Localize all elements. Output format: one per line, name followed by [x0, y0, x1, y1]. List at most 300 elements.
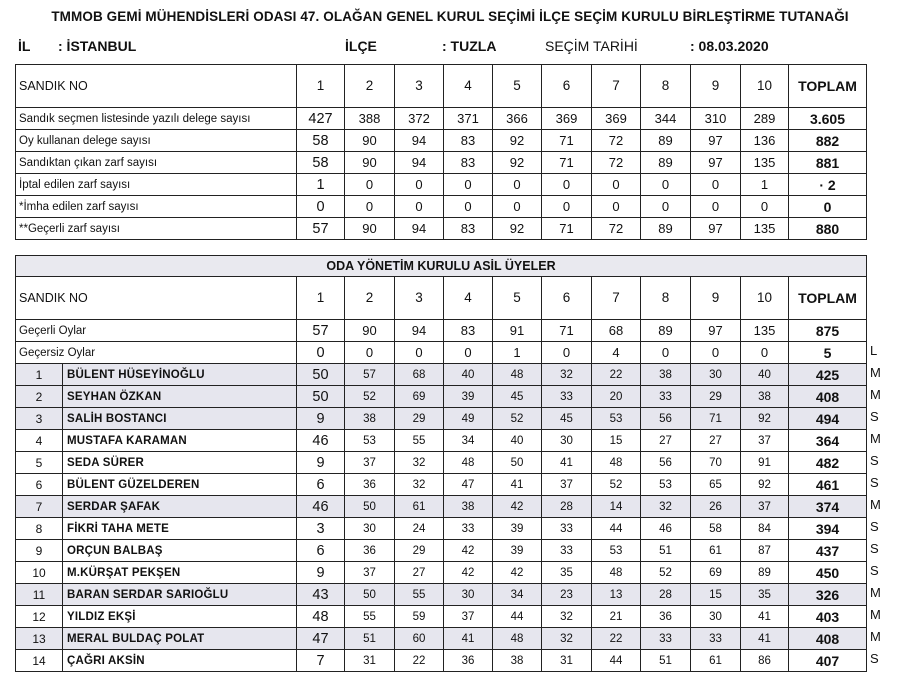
- header-box-number: 3: [395, 65, 444, 108]
- status-mark: M: [870, 607, 881, 622]
- candidate-name: BARAN SERDAR SARIOĞLU: [63, 584, 297, 606]
- row-total: 0: [789, 196, 867, 218]
- candidate-vote: 33: [542, 518, 592, 540]
- status-mark: S: [870, 563, 879, 578]
- candidate-vote: 32: [542, 628, 592, 650]
- row-value: 0: [691, 342, 741, 364]
- header-box-number: 7: [592, 277, 641, 320]
- header-box-number: 9: [691, 65, 741, 108]
- candidate-number: 4: [16, 430, 63, 452]
- row-value: 0: [493, 196, 542, 218]
- candidate-number: 10: [16, 562, 63, 584]
- row-value: 89: [641, 218, 691, 240]
- row-value: 90: [345, 152, 395, 174]
- row-value: 91: [493, 320, 542, 342]
- row-value: 1: [741, 174, 789, 196]
- candidate-vote: 33: [691, 628, 741, 650]
- table-row: [16, 130, 867, 152]
- candidate-vote: 52: [641, 562, 691, 584]
- candidate-vote: 68: [395, 364, 444, 386]
- candidate-vote: 32: [395, 474, 444, 496]
- header-total: TOPLAM: [789, 277, 867, 320]
- candidate-row: [16, 650, 867, 672]
- row-value: 0: [741, 342, 789, 364]
- candidate-vote: 32: [641, 496, 691, 518]
- candidate-vote: 45: [493, 386, 542, 408]
- status-mark: M: [870, 387, 881, 402]
- candidate-vote: 39: [444, 386, 493, 408]
- candidate-vote: 36: [345, 474, 395, 496]
- candidate-vote: 28: [542, 496, 592, 518]
- header-box-number: 8: [641, 277, 691, 320]
- candidate-name: YILDIZ EKŞİ: [63, 606, 297, 628]
- row-value: 0: [641, 196, 691, 218]
- candidate-vote: 53: [345, 430, 395, 452]
- row-value: 92: [493, 218, 542, 240]
- candidate-vote: 44: [493, 606, 542, 628]
- row-value: 58: [297, 152, 345, 174]
- status-mark: M: [870, 497, 881, 512]
- row-value: 68: [592, 320, 641, 342]
- candidate-vote: 41: [493, 474, 542, 496]
- candidate-vote: 38: [493, 650, 542, 672]
- candidate-vote: 48: [592, 562, 641, 584]
- candidate-vote: 51: [641, 650, 691, 672]
- row-value: 0: [444, 174, 493, 196]
- candidate-row: [16, 518, 867, 540]
- candidate-vote: 37: [542, 474, 592, 496]
- candidate-vote: 42: [493, 562, 542, 584]
- candidate-vote: 57: [345, 364, 395, 386]
- table-row: [16, 152, 867, 174]
- candidate-vote: 42: [444, 562, 493, 584]
- candidate-vote: 20: [592, 386, 641, 408]
- candidate-vote: 50: [493, 452, 542, 474]
- candidate-vote: 37: [345, 452, 395, 474]
- candidate-vote: 29: [395, 540, 444, 562]
- candidate-name: ÇAĞRI AKSİN: [63, 650, 297, 672]
- candidate-vote: 27: [395, 562, 444, 584]
- candidate-number: 6: [16, 474, 63, 496]
- header-label: SANDIK NO: [16, 277, 297, 320]
- ballot-box-summary-table: [15, 64, 867, 240]
- candidate-vote: 9: [297, 562, 345, 584]
- row-value: 0: [592, 196, 641, 218]
- candidate-vote: 52: [592, 474, 641, 496]
- row-value: 72: [592, 130, 641, 152]
- candidate-vote: 41: [444, 628, 493, 650]
- row-label: İptal edilen zarf sayısı: [16, 174, 297, 196]
- row-value: 89: [641, 130, 691, 152]
- candidate-vote: 31: [542, 650, 592, 672]
- candidate-vote: 35: [741, 584, 789, 606]
- candidate-vote: 46: [297, 496, 345, 518]
- row-value: 0: [691, 196, 741, 218]
- candidate-row: [16, 474, 867, 496]
- row-value: 89: [641, 320, 691, 342]
- candidate-vote: 22: [592, 628, 641, 650]
- status-mark: S: [870, 519, 879, 534]
- row-value: 0: [395, 342, 444, 364]
- candidate-total: 374: [789, 496, 867, 518]
- row-value: 369: [542, 108, 592, 130]
- candidate-vote: 36: [444, 650, 493, 672]
- row-value: 71: [542, 152, 592, 174]
- candidate-vote: 52: [493, 408, 542, 430]
- candidate-number: 2: [16, 386, 63, 408]
- row-label: *İmha edilen zarf sayısı: [16, 196, 297, 218]
- candidate-vote: 26: [691, 496, 741, 518]
- header-box-number: 6: [542, 277, 592, 320]
- row-value: 0: [641, 342, 691, 364]
- candidate-number: 3: [16, 408, 63, 430]
- row-value: 0: [395, 196, 444, 218]
- row-value: 369: [592, 108, 641, 130]
- candidate-name: MERAL BULDAÇ POLAT: [63, 628, 297, 650]
- candidate-vote: 37: [741, 496, 789, 518]
- status-mark: M: [870, 365, 881, 380]
- candidate-vote: 7: [297, 650, 345, 672]
- candidate-number: 1: [16, 364, 63, 386]
- candidate-row: [16, 584, 867, 606]
- candidate-vote: 3: [297, 518, 345, 540]
- row-value: 57: [297, 320, 345, 342]
- row-value: 0: [542, 342, 592, 364]
- candidate-vote: 39: [493, 540, 542, 562]
- candidate-vote: 84: [741, 518, 789, 540]
- row-value: 0: [297, 342, 345, 364]
- row-value: 310: [691, 108, 741, 130]
- row-value: 71: [542, 218, 592, 240]
- candidate-vote: 41: [542, 452, 592, 474]
- row-total: 875: [789, 320, 867, 342]
- row-value: 83: [444, 218, 493, 240]
- row-value: 83: [444, 152, 493, 174]
- status-mark: M: [870, 431, 881, 446]
- candidate-total: 326: [789, 584, 867, 606]
- candidate-vote: 30: [542, 430, 592, 452]
- ilce-value: : TUZLA: [442, 38, 497, 54]
- row-value: 71: [542, 130, 592, 152]
- candidate-vote: 38: [345, 408, 395, 430]
- candidate-vote: 61: [691, 540, 741, 562]
- candidate-name: BÜLENT HÜSEYİNOĞLU: [63, 364, 297, 386]
- candidate-total: 408: [789, 628, 867, 650]
- candidate-row: [16, 628, 867, 650]
- status-mark: M: [870, 585, 881, 600]
- row-value: 371: [444, 108, 493, 130]
- row-total: 881: [789, 152, 867, 174]
- row-label: Geçersiz Oylar: [16, 342, 297, 364]
- row-value: 0: [592, 174, 641, 196]
- candidate-total: 450: [789, 562, 867, 584]
- candidate-total: 408: [789, 386, 867, 408]
- candidate-name: SEDA SÜRER: [63, 452, 297, 474]
- candidate-vote: 23: [542, 584, 592, 606]
- row-value: 4: [592, 342, 641, 364]
- candidate-vote: 92: [741, 474, 789, 496]
- row-value: 0: [345, 196, 395, 218]
- candidate-vote: 87: [741, 540, 789, 562]
- candidate-vote: 58: [691, 518, 741, 540]
- candidate-name: BÜLENT GÜZELDEREN: [63, 474, 297, 496]
- candidate-number: 5: [16, 452, 63, 474]
- candidate-vote: 24: [395, 518, 444, 540]
- candidate-vote: 46: [641, 518, 691, 540]
- candidate-vote: 36: [345, 540, 395, 562]
- candidate-vote: 14: [592, 496, 641, 518]
- candidate-vote: 9: [297, 452, 345, 474]
- candidate-vote: 40: [493, 430, 542, 452]
- candidate-vote: 41: [741, 606, 789, 628]
- row-value: 1: [297, 174, 345, 196]
- row-label: Geçerli Oylar: [16, 320, 297, 342]
- candidate-vote: 30: [691, 364, 741, 386]
- candidate-vote: 61: [691, 650, 741, 672]
- header-box-number: 10: [741, 65, 789, 108]
- candidate-vote: 48: [297, 606, 345, 628]
- candidate-name: ORÇUN BALBAŞ: [63, 540, 297, 562]
- candidate-vote: 52: [345, 386, 395, 408]
- candidate-row: [16, 386, 867, 408]
- candidate-vote: 33: [444, 518, 493, 540]
- candidate-vote: 21: [592, 606, 641, 628]
- candidate-vote: 45: [542, 408, 592, 430]
- row-label: **Geçerli zarf sayısı: [16, 218, 297, 240]
- summary-row: [16, 320, 867, 342]
- candidate-number: 11: [16, 584, 63, 606]
- candidate-vote: 44: [592, 650, 641, 672]
- status-mark: M: [870, 629, 881, 644]
- candidate-vote: 22: [395, 650, 444, 672]
- candidate-vote: 6: [297, 474, 345, 496]
- candidate-vote: 33: [542, 386, 592, 408]
- election-date-label: SEÇİM TARİHİ: [545, 38, 638, 54]
- candidate-vote: 37: [444, 606, 493, 628]
- candidate-vote: 69: [691, 562, 741, 584]
- row-value: 136: [741, 130, 789, 152]
- candidate-vote: 42: [493, 496, 542, 518]
- candidate-vote: 15: [691, 584, 741, 606]
- candidate-vote: 38: [741, 386, 789, 408]
- candidate-number: 14: [16, 650, 63, 672]
- candidate-vote: 60: [395, 628, 444, 650]
- row-value: 0: [444, 196, 493, 218]
- row-value: 92: [493, 130, 542, 152]
- header-box-number: 1: [297, 277, 345, 320]
- candidate-vote: 86: [741, 650, 789, 672]
- candidate-vote: 9: [297, 408, 345, 430]
- candidate-vote: 51: [345, 628, 395, 650]
- candidate-vote: 43: [297, 584, 345, 606]
- table-header-row: [16, 65, 867, 108]
- candidate-vote: 55: [395, 430, 444, 452]
- row-value: 72: [592, 152, 641, 174]
- candidate-vote: 40: [741, 364, 789, 386]
- candidate-vote: 48: [444, 452, 493, 474]
- candidate-total: 407: [789, 650, 867, 672]
- row-value: 94: [395, 152, 444, 174]
- row-total: 3.605: [789, 108, 867, 130]
- candidate-name: SEYHAN ÖZKAN: [63, 386, 297, 408]
- candidate-total: 403: [789, 606, 867, 628]
- candidate-vote: 38: [641, 364, 691, 386]
- row-value: 388: [345, 108, 395, 130]
- candidate-vote: 53: [641, 474, 691, 496]
- row-label: Sandıktan çıkan zarf sayısı: [16, 152, 297, 174]
- candidate-vote: 55: [395, 584, 444, 606]
- candidate-vote: 56: [641, 452, 691, 474]
- candidate-number: 12: [16, 606, 63, 628]
- candidate-vote: 53: [592, 408, 641, 430]
- candidate-vote: 27: [691, 430, 741, 452]
- section-header-row: [16, 256, 867, 277]
- header-box-number: 1: [297, 65, 345, 108]
- candidate-name: SALİH BOSTANCI: [63, 408, 297, 430]
- candidate-total: 494: [789, 408, 867, 430]
- candidate-row: [16, 430, 867, 452]
- status-mark: S: [870, 453, 879, 468]
- row-value: 366: [493, 108, 542, 130]
- header-label: SANDIK NO: [16, 65, 297, 108]
- header-box-number: 10: [741, 277, 789, 320]
- row-value: 1: [493, 342, 542, 364]
- row-value: 135: [741, 152, 789, 174]
- candidate-vote: 29: [395, 408, 444, 430]
- candidate-row: [16, 452, 867, 474]
- header-box-number: 3: [395, 277, 444, 320]
- row-value: 92: [493, 152, 542, 174]
- row-value: 0: [691, 174, 741, 196]
- candidate-vote: 29: [691, 386, 741, 408]
- candidate-vote: 15: [592, 430, 641, 452]
- candidate-vote: 50: [345, 496, 395, 518]
- row-value: 0: [641, 174, 691, 196]
- candidate-vote: 34: [493, 584, 542, 606]
- row-value: 0: [444, 342, 493, 364]
- candidate-vote: 48: [493, 628, 542, 650]
- candidate-vote: 30: [444, 584, 493, 606]
- header-box-number: 5: [493, 65, 542, 108]
- table-row: [16, 196, 867, 218]
- header-box-number: 5: [493, 277, 542, 320]
- candidate-vote: 69: [395, 386, 444, 408]
- header-box-number: 2: [345, 277, 395, 320]
- header-box-number: 9: [691, 277, 741, 320]
- row-total: 882: [789, 130, 867, 152]
- candidate-number: 7: [16, 496, 63, 518]
- candidate-vote: 65: [691, 474, 741, 496]
- row-value: 90: [345, 320, 395, 342]
- candidate-total: 364: [789, 430, 867, 452]
- row-value: 0: [741, 196, 789, 218]
- candidate-total: 482: [789, 452, 867, 474]
- row-value: 89: [641, 152, 691, 174]
- candidate-vote: 89: [741, 562, 789, 584]
- il-value: : İSTANBUL: [58, 38, 137, 54]
- row-value: 372: [395, 108, 444, 130]
- executive-board-results-table: [15, 255, 867, 672]
- candidate-vote: 41: [741, 628, 789, 650]
- candidate-vote: 37: [345, 562, 395, 584]
- candidate-vote: 33: [641, 386, 691, 408]
- candidate-row: [16, 562, 867, 584]
- row-value: 90: [345, 218, 395, 240]
- candidate-vote: 39: [493, 518, 542, 540]
- candidate-name: FİKRİ TAHA METE: [63, 518, 297, 540]
- status-mark: S: [870, 409, 879, 424]
- candidate-number: 8: [16, 518, 63, 540]
- candidate-vote: 61: [395, 496, 444, 518]
- row-value: 0: [542, 196, 592, 218]
- candidate-vote: 30: [691, 606, 741, 628]
- candidate-vote: 91: [741, 452, 789, 474]
- row-value: 0: [493, 174, 542, 196]
- candidate-row: [16, 540, 867, 562]
- candidate-vote: 31: [345, 650, 395, 672]
- candidate-vote: 46: [297, 430, 345, 452]
- row-total: · 2: [789, 174, 867, 196]
- candidate-vote: 38: [444, 496, 493, 518]
- candidate-vote: 50: [297, 364, 345, 386]
- candidate-vote: 50: [345, 584, 395, 606]
- row-value: 0: [345, 174, 395, 196]
- candidate-vote: 48: [493, 364, 542, 386]
- candidate-vote: 32: [542, 606, 592, 628]
- row-value: 0: [297, 196, 345, 218]
- status-mark: S: [870, 541, 879, 556]
- candidate-vote: 56: [641, 408, 691, 430]
- ilce-label: İLÇE: [345, 38, 377, 54]
- candidate-vote: 6: [297, 540, 345, 562]
- candidate-vote: 27: [641, 430, 691, 452]
- row-value: 97: [691, 152, 741, 174]
- document-title: TMMOB GEMİ MÜHENDİSLERİ ODASI 47. OLAĞAN GENEL KURUL SEÇİMİ İLÇE SEÇİM KURULU BİRLEŞTİRME TUTANAĞI: [51, 9, 849, 24]
- header-box-number: 6: [542, 65, 592, 108]
- candidate-vote: 40: [444, 364, 493, 386]
- row-value: 0: [395, 174, 444, 196]
- header-box-number: 8: [641, 65, 691, 108]
- header-box-number: 4: [444, 277, 493, 320]
- row-value: 72: [592, 218, 641, 240]
- row-label: Oy kullanan delege sayısı: [16, 130, 297, 152]
- row-value: 0: [345, 342, 395, 364]
- header-box-number: 7: [592, 65, 641, 108]
- candidate-vote: 42: [444, 540, 493, 562]
- candidate-vote: 13: [592, 584, 641, 606]
- status-mark: L: [870, 343, 878, 358]
- candidate-name: MUSTAFA KARAMAN: [63, 430, 297, 452]
- table-row: [16, 108, 867, 130]
- election-date-value: : 08.03.2020: [690, 38, 769, 54]
- candidate-vote: 36: [641, 606, 691, 628]
- row-total: 5: [789, 342, 867, 364]
- row-value: 97: [691, 218, 741, 240]
- candidate-total: 394: [789, 518, 867, 540]
- status-mark: S: [870, 475, 879, 490]
- candidate-total: 461: [789, 474, 867, 496]
- candidate-vote: 49: [444, 408, 493, 430]
- table-header-row: [16, 277, 867, 320]
- candidate-vote: 51: [641, 540, 691, 562]
- il-label: İL: [18, 38, 31, 54]
- row-value: 427: [297, 108, 345, 130]
- candidate-vote: 47: [297, 628, 345, 650]
- candidate-total: 437: [789, 540, 867, 562]
- candidate-total: 425: [789, 364, 867, 386]
- row-label: Sandık seçmen listesinde yazılı delege sayısı: [16, 108, 297, 130]
- row-value: 135: [741, 218, 789, 240]
